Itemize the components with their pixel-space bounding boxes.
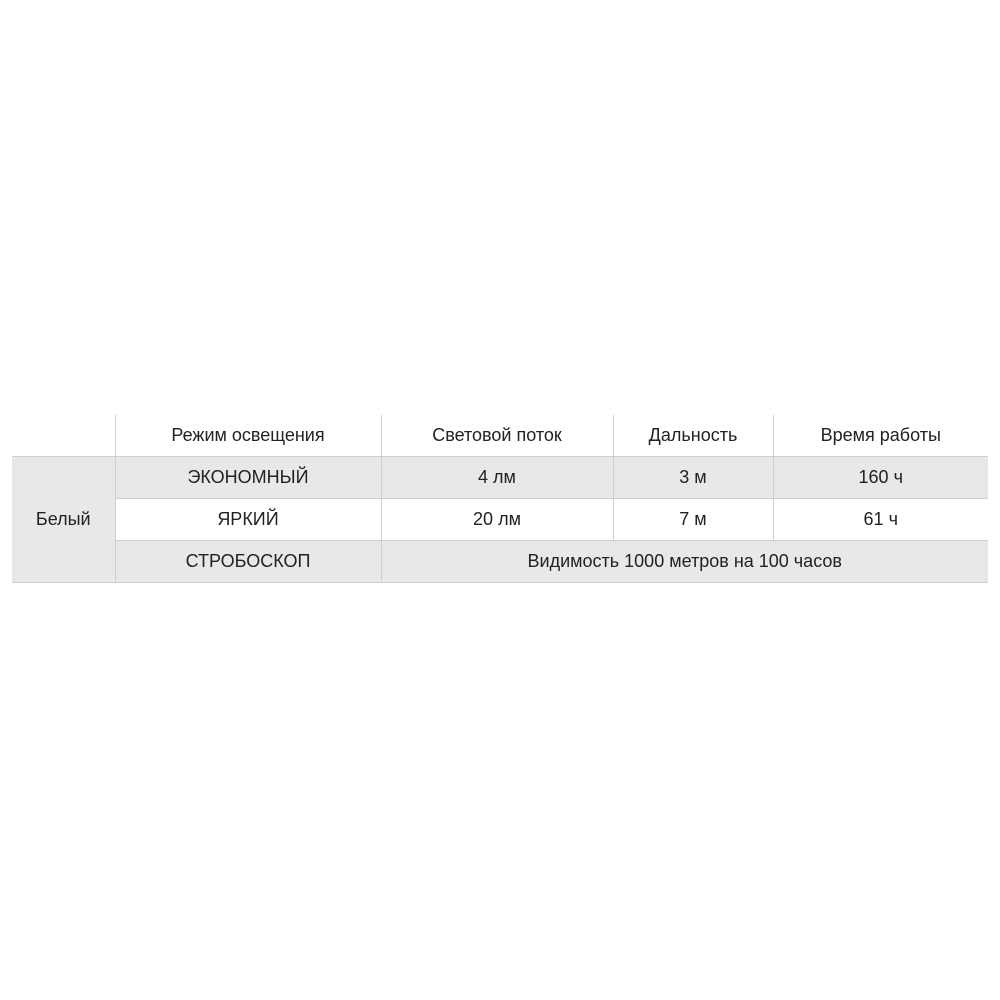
header-runtime: Время работы (773, 415, 988, 457)
row-mode: СТРОБОСКОП (115, 541, 381, 583)
row-mode: ЯРКИЙ (115, 499, 381, 541)
header-range: Дальность (613, 415, 773, 457)
row-range: 7 м (613, 499, 773, 541)
group-label-cell: Белый (12, 457, 115, 583)
header-corner-cell (12, 415, 115, 457)
row-runtime: 61 ч (773, 499, 988, 541)
row-flux: 4 лм (381, 457, 613, 499)
row-mode: ЭКОНОМНЫЙ (115, 457, 381, 499)
row-runtime: 160 ч (773, 457, 988, 499)
header-flux: Световой поток (381, 415, 613, 457)
row-visibility-note: Видимость 1000 метров на 100 часов (381, 541, 988, 583)
row-flux: 20 лм (381, 499, 613, 541)
spec-table (12, 415, 988, 583)
table-row (12, 499, 988, 541)
table-row (12, 541, 988, 583)
row-range: 3 м (613, 457, 773, 499)
header-mode: Режим освещения (115, 415, 381, 457)
table-row (12, 457, 988, 499)
table-header-row (12, 415, 988, 457)
